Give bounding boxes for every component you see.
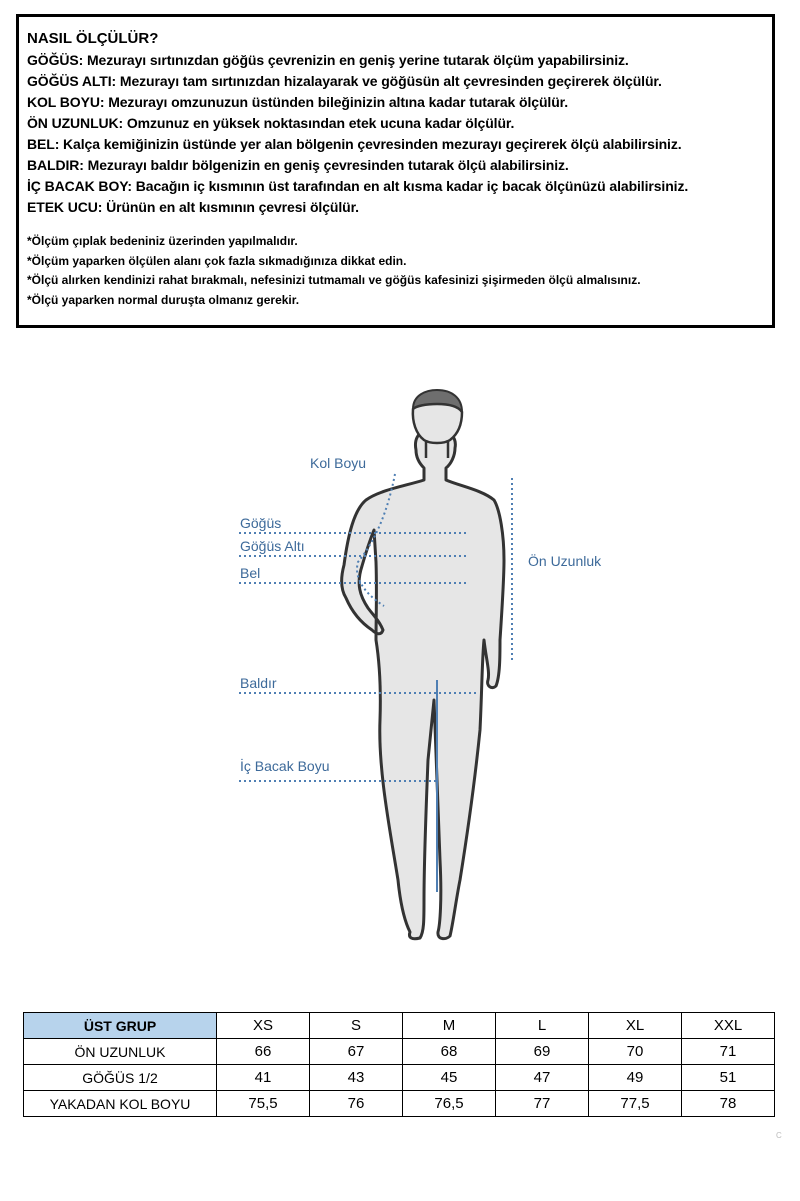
guide-line-underbust: GÖĞÜS ALTI: Mezurayı tam sırtınızdan hizalayarak ve göğüsün alt çevresinden geçirerek ölçülür. — [27, 73, 662, 89]
table-cell: 41 — [217, 1065, 310, 1091]
row-label-gogus-half: GÖĞÜS 1/2 — [24, 1065, 217, 1091]
table-row — [24, 1039, 775, 1065]
guide-line-sleeve: KOL BOYU: Mezurayı omzunuzun üstünden bileğinizin altına kadar tutarak ölçülür. — [27, 94, 569, 110]
guide-line-front-length: ÖN UZUNLUK: Omzunuz en yüksek noktasından etek ucuna kadar ölçülür. — [27, 115, 515, 131]
table-cell: 76 — [310, 1091, 403, 1117]
label-baldir: Baldır — [240, 675, 277, 691]
table-cell: 68 — [403, 1039, 496, 1065]
size-table — [23, 1012, 775, 1117]
guide-line-chest: GÖĞÜS: Mezurayı sırtınızdan göğüs çevrenizin en geniş yerine tutarak ölçüm yapabilirsiniz. — [27, 52, 629, 68]
table-cell: 67 — [310, 1039, 403, 1065]
label-kol-boyu: Kol Boyu — [310, 455, 367, 471]
table-cell: 43 — [310, 1065, 403, 1091]
table-row — [24, 1091, 775, 1117]
guide-line-inseam: İÇ BACAK BOY: Bacağın iç kısmının üst tarafından en alt kısma kadar iç bacak ölçünüzü alabilirsiniz. — [27, 178, 689, 194]
guide-line-calf: BALDIR: Mezurayı baldır bölgenizin en geniş çevresinden tutarak ölçü alabilirsiniz. — [27, 157, 569, 173]
table-cell: 69 — [496, 1039, 589, 1065]
table-cell: 77,5 — [589, 1091, 682, 1117]
size-m: M — [403, 1013, 496, 1039]
label-gogus-alti: Göğüs Altı — [240, 538, 305, 554]
guide-line-hem: ETEK UCU: Ürünün en alt kısmının çevresi ölçülür. — [27, 199, 359, 215]
table-cell: 66 — [217, 1039, 310, 1065]
corner-mark: C — [776, 1131, 782, 1140]
table-cell: 51 — [682, 1065, 775, 1091]
guide-spacer — [27, 218, 764, 232]
row-label-yakadan-kol-boyu: YAKADAN KOL BOYU — [24, 1091, 217, 1117]
table-cell: 70 — [589, 1039, 682, 1065]
table-cell: 78 — [682, 1091, 775, 1117]
size-xxl: XXL — [682, 1013, 775, 1039]
guide-note-bare-body: *Ölçüm çıplak bedeniniz üzerinden yapılmalıdır. — [27, 234, 298, 248]
head-outline — [413, 404, 462, 443]
size-header-row — [24, 1013, 775, 1039]
table-cell: 49 — [589, 1065, 682, 1091]
table-cell: 71 — [682, 1039, 775, 1065]
size-l: L — [496, 1013, 589, 1039]
size-xl: XL — [589, 1013, 682, 1039]
table-cell: 45 — [403, 1065, 496, 1091]
body-measurement-figure — [0, 340, 800, 980]
guide-title: NASIL ÖLÇÜLÜR? — [27, 30, 159, 47]
label-gogus: Göğüs — [240, 515, 282, 531]
guide-note-no-squeeze: *Ölçüm yaparken ölçülen alanı çok fazla sıkmadığınıza dikkat edin. — [27, 253, 407, 268]
table-cell: 47 — [496, 1065, 589, 1091]
size-s: S — [310, 1013, 403, 1039]
size-xs: XS — [217, 1013, 310, 1039]
table-row — [24, 1065, 775, 1091]
body-illustration — [0, 340, 800, 980]
guide-note-relax: *Ölçü alırken kendinizi rahat bırakmalı, nefesinizi tutmamalı ve göğüs kafesinizi şişirmeden ölçü almalısınız. — [27, 273, 641, 287]
label-ic-bacak-boyu: İç Bacak Boyu — [240, 758, 330, 774]
guide-line-waist: BEL: Kalça kemiğinizin üstünde yer alan bölgenin çevresinden mezurayı geçirerek ölçü alabilirsiniz. — [27, 136, 682, 152]
table-cell: 76,5 — [403, 1091, 496, 1117]
header-ust-grup: ÜST GRUP — [24, 1013, 217, 1039]
label-bel: Bel — [240, 565, 261, 581]
table-cell: 77 — [496, 1091, 589, 1117]
body-silhouette — [342, 430, 504, 939]
guide-note-posture: *Ölçü yaparken normal duruşta olmanız gerekir. — [27, 292, 300, 307]
table-cell: 75,5 — [217, 1091, 310, 1117]
measurement-guide-box — [16, 14, 775, 328]
label-on-uzunluk: Ön Uzunluk — [528, 553, 602, 569]
row-label-on-uzunluk: ÖN UZUNLUK — [24, 1039, 217, 1065]
